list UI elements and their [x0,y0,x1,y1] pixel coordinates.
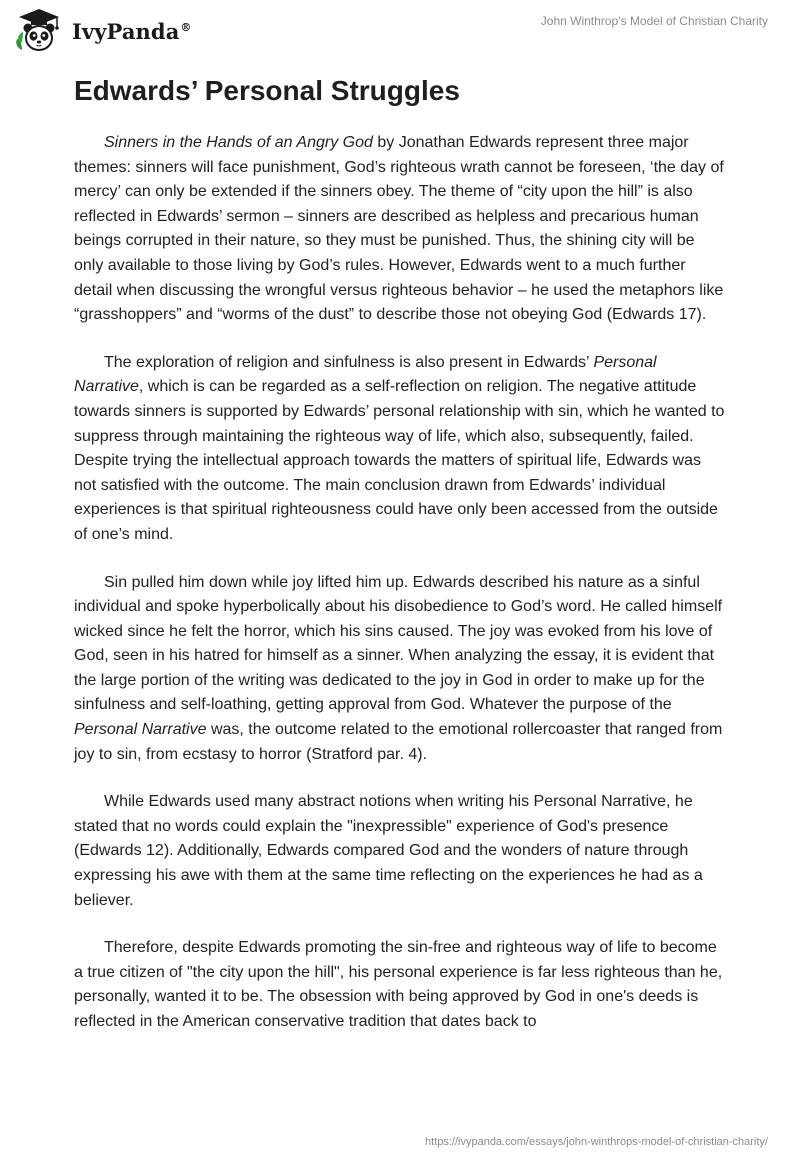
paragraph-1 [74,131,726,328]
work-title: Personal Narrative [74,353,657,396]
paragraph-2 [74,351,726,548]
ivypanda-logo[interactable] [14,8,192,54]
source-url[interactable]: https://ivypanda.com/essays/john-winthrops-model-of-christian-charity/ [425,1136,768,1148]
sermon-title: Sinners in the Hands of an Angry God [104,134,373,151]
paragraph-1-text: by Jonathan Edwards represent three major themes: sinners will face punishment, God’s righteous wrath cannot be foreseen, ‘the day of mercy’ can only be extended if the sinners obey. The theme of “city upon the hill” is also reflected in Edwards’ sermon – sinners are described as helpless and precarious human beings corrupted in their nature, so they must be punished. Thus, the shining city will be only available to those living by God’s rules. However, Edwards went to a much further detail when discussing the wrongful versus righteous behavior – he used the metaphors like “grasshoppers” and “worms of the dust” to describe those not obeying God (Edwards 17). [74,134,724,324]
section-heading: Edwards’ Personal Struggles [74,75,460,106]
paragraph-5: Therefore, despite Edwards promoting the sin-free and righteous way of life to become a true citizen of "the city upon the hill", his personal experience is far less righteous than he, personally, wanted it to be. The obsession with being approved by God in one's deeds is reflected in the American conservative tradition that dates back to [74,939,723,1030]
paragraph-4: While Edwards used many abstract notions when writing his Personal Narrative, he stated that no words could explain the "inexpressible" experience of God's presence (Edwards 12). Additionally, Edwards compared God and the wonders of nature through expressing his awe with them at the same time reflecting on the experiences he had as a believer. [74,793,703,909]
document-title: John Winthrop’s Model of Christian Charity [540,14,768,28]
paragraph-2-after: , which is can be regarded as a self-reflection on religion. The negative attitude towards sinners is supported by Edwards’ personal relationship with sin, which he wanted to suppress through maintaining the righteous way of life, which also, subsequently, failed. Despite trying the intellectual approach towards the matters of spiritual life, Edwards was not satisfied with the outcome. The main conclusion drawn from Edwards’ individual experiences is that spiritual righteousness could have only been accessed from the outside of one’s mind. [74,378,725,543]
logo-name: IvyPanda [72,18,180,44]
work-title: Personal Narrative [74,721,207,739]
page-header [0,0,800,62]
paragraph-3 [74,571,726,768]
paragraph-3-before: Sin pulled him down while joy lifted him up. Edwards described his nature as a sinful individual and spoke hyperbolically about his disobedience to God’s word. He called himself wicked since he felt the horror, which his sins caused. The joy was evoked from his love of God, seen in his hatred for himself as a sinner. When analyzing the essay, it is evident that the large portion of the writing was dedicated to the joy in God in order to make up for the sinfulness and self-loathing, getting approval from God. Whatever the purpose of the [74,573,723,714]
paragraph-3-after: was, the outcome related to the emotional rollercoaster that ranged from joy to sin, from ecstasy to horror (Stratford par. 4). [74,721,723,763]
panda-graduate-icon [14,8,64,54]
paragraph-2-before: The exploration of religion and sinfulness is also present in Edwards’ [104,353,594,371]
article-body [74,74,726,1058]
registered-mark: ® [180,20,192,34]
logo-text [72,19,192,44]
